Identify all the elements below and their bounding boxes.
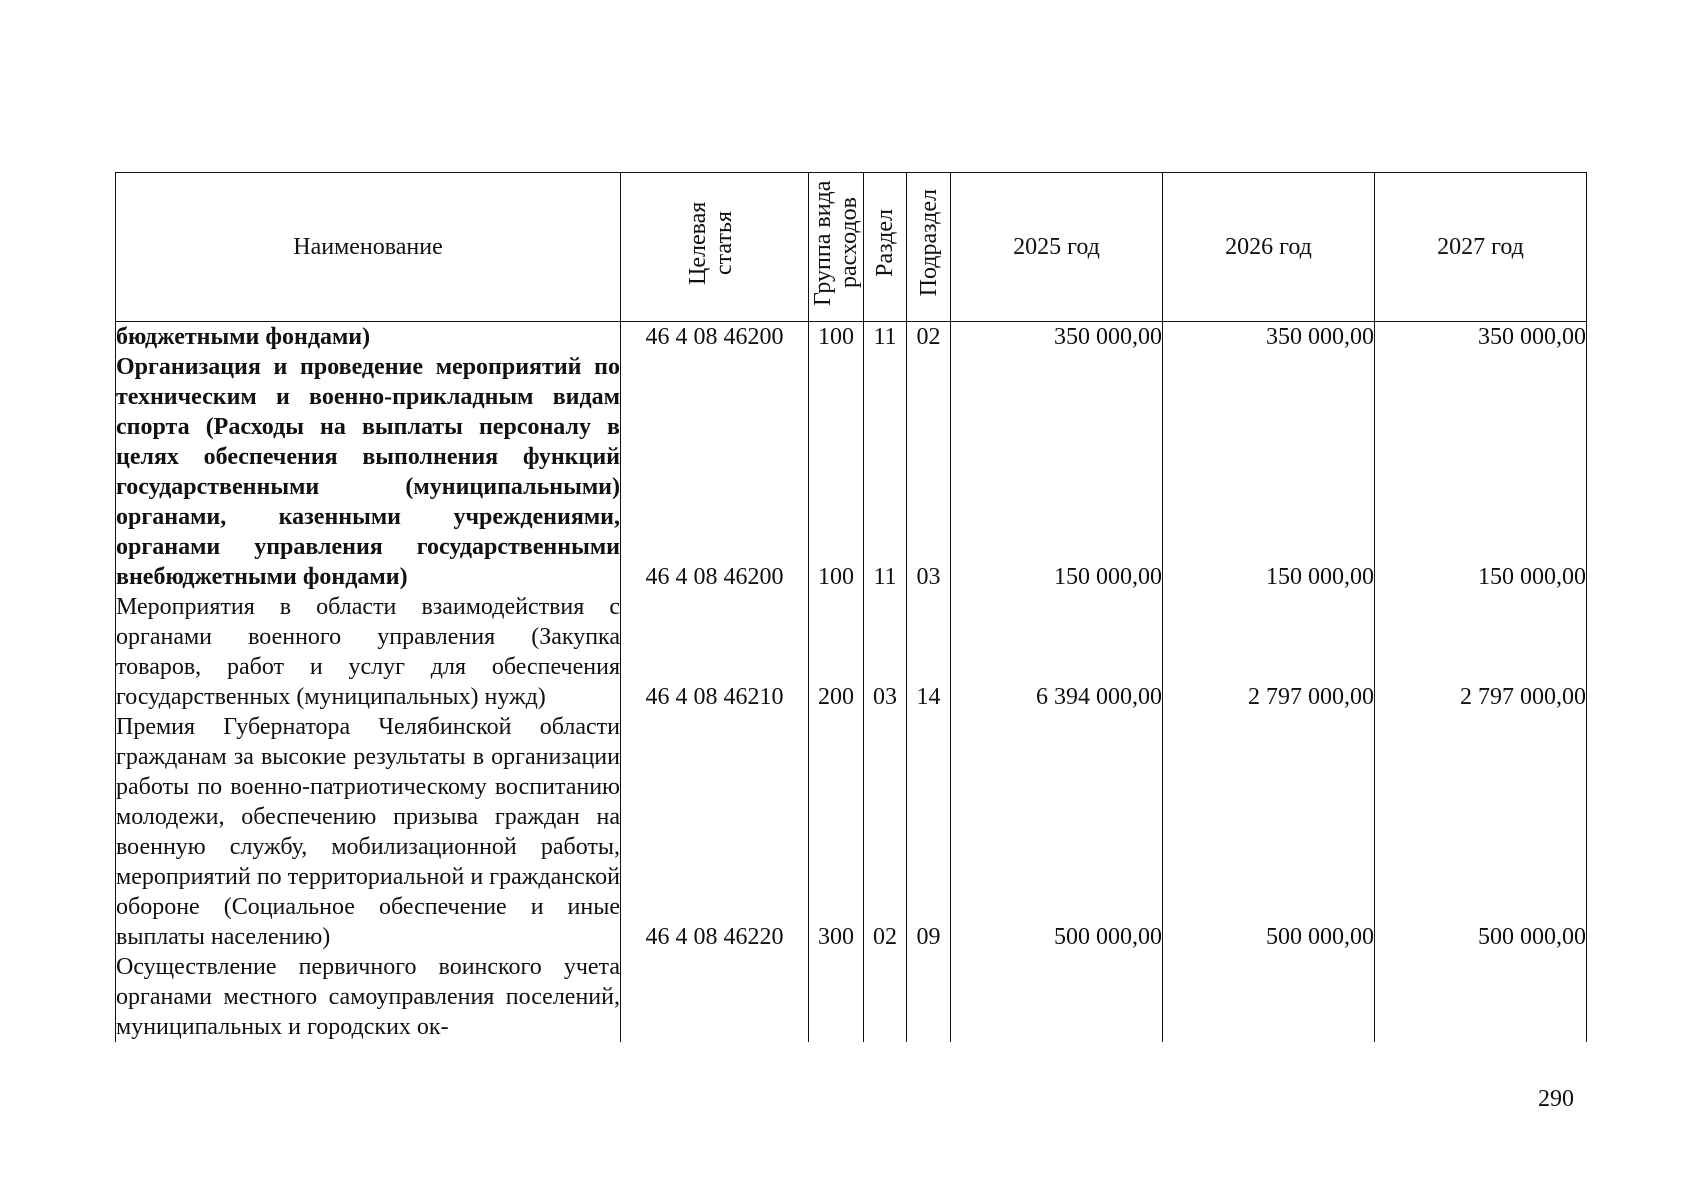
row-2026: 2 797 000,00	[1163, 592, 1375, 712]
row-2025: 6 394 000,00	[951, 592, 1163, 712]
table-row	[116, 712, 1587, 952]
row-expense-group	[809, 952, 864, 1042]
row-target-article: 46 4 08 46210	[621, 592, 809, 712]
row-target-article: 46 4 08 46200	[621, 322, 809, 353]
row-target-article: 46 4 08 46220	[621, 712, 809, 952]
header-row	[116, 173, 1587, 322]
row-subsection: 14	[907, 592, 951, 712]
row-2026	[1163, 952, 1375, 1042]
row-section: 11	[864, 322, 907, 353]
header-subsection: Подраздел	[907, 173, 951, 322]
row-name: бюджетными фондами)	[116, 322, 621, 353]
row-section: 03	[864, 592, 907, 712]
row-subsection	[907, 952, 951, 1042]
row-name: Организация и проведение мероприятий по техническим и военно-прикладным видам спорта (Расходы на выплаты персоналу в целях обеспечения выполнения функций государственными (муниципальными) органами, казенными учреждениями, органами управления государственными внебюджетными фондами)	[116, 354, 620, 590]
header-target-article: Целевая статья	[621, 173, 809, 322]
row-2027: 150 000,00	[1375, 352, 1587, 592]
header-2025: 2025 год	[951, 173, 1163, 322]
row-2027: 350 000,00	[1375, 322, 1587, 353]
row-2025	[951, 952, 1163, 1042]
row-name: Мероприятия в области взаимодействия с органами военного управления (Закупка товаров, работ и услуг для обеспечения государственных (муниципальных) нужд)	[116, 594, 620, 710]
table-row	[116, 352, 1587, 592]
row-2027	[1375, 952, 1587, 1042]
row-expense-group: 300	[809, 712, 864, 952]
page-number: 290	[1538, 1086, 1574, 1112]
row-2027: 500 000,00	[1375, 712, 1587, 952]
header-2026: 2026 год	[1163, 173, 1375, 322]
table-row	[116, 952, 1587, 1042]
row-2027: 2 797 000,00	[1375, 592, 1587, 712]
row-subsection: 09	[907, 712, 951, 952]
row-name: Осуществление первичного воинского учета органами местного самоуправления поселений, муниципальных и городских ок-	[116, 954, 620, 1040]
row-2026: 150 000,00	[1163, 352, 1375, 592]
row-2026: 350 000,00	[1163, 322, 1375, 353]
row-subsection: 03	[907, 352, 951, 592]
row-2026: 500 000,00	[1163, 712, 1375, 952]
row-2025: 500 000,00	[951, 712, 1163, 952]
row-subsection: 02	[907, 322, 951, 353]
header-section: Раздел	[864, 173, 907, 322]
header-2027: 2027 год	[1375, 173, 1587, 322]
row-target-article: 46 4 08 46200	[621, 352, 809, 592]
row-section	[864, 952, 907, 1042]
table-row	[116, 322, 1587, 353]
row-expense-group: 100	[809, 352, 864, 592]
header-name: Наименование	[116, 173, 621, 322]
row-2025: 150 000,00	[951, 352, 1163, 592]
row-section: 02	[864, 712, 907, 952]
row-target-article	[621, 952, 809, 1042]
budget-table	[115, 172, 1587, 1042]
header-expense-group: Группа вида расходов	[809, 173, 864, 322]
row-expense-group: 100	[809, 322, 864, 353]
row-2025: 350 000,00	[951, 322, 1163, 353]
row-section: 11	[864, 352, 907, 592]
row-expense-group: 200	[809, 592, 864, 712]
table-row	[116, 592, 1587, 712]
row-name: Премия Губернатора Челябинской области гражданам за высокие результаты в организации работы по военно-патриотическому воспитанию молодежи, обеспечению призыва граждан на военную службу, мобилизационной работы, мероприятий по территориальной и гражданской обороне (Социальное обеспечение и иные выплаты населению)	[116, 714, 620, 950]
